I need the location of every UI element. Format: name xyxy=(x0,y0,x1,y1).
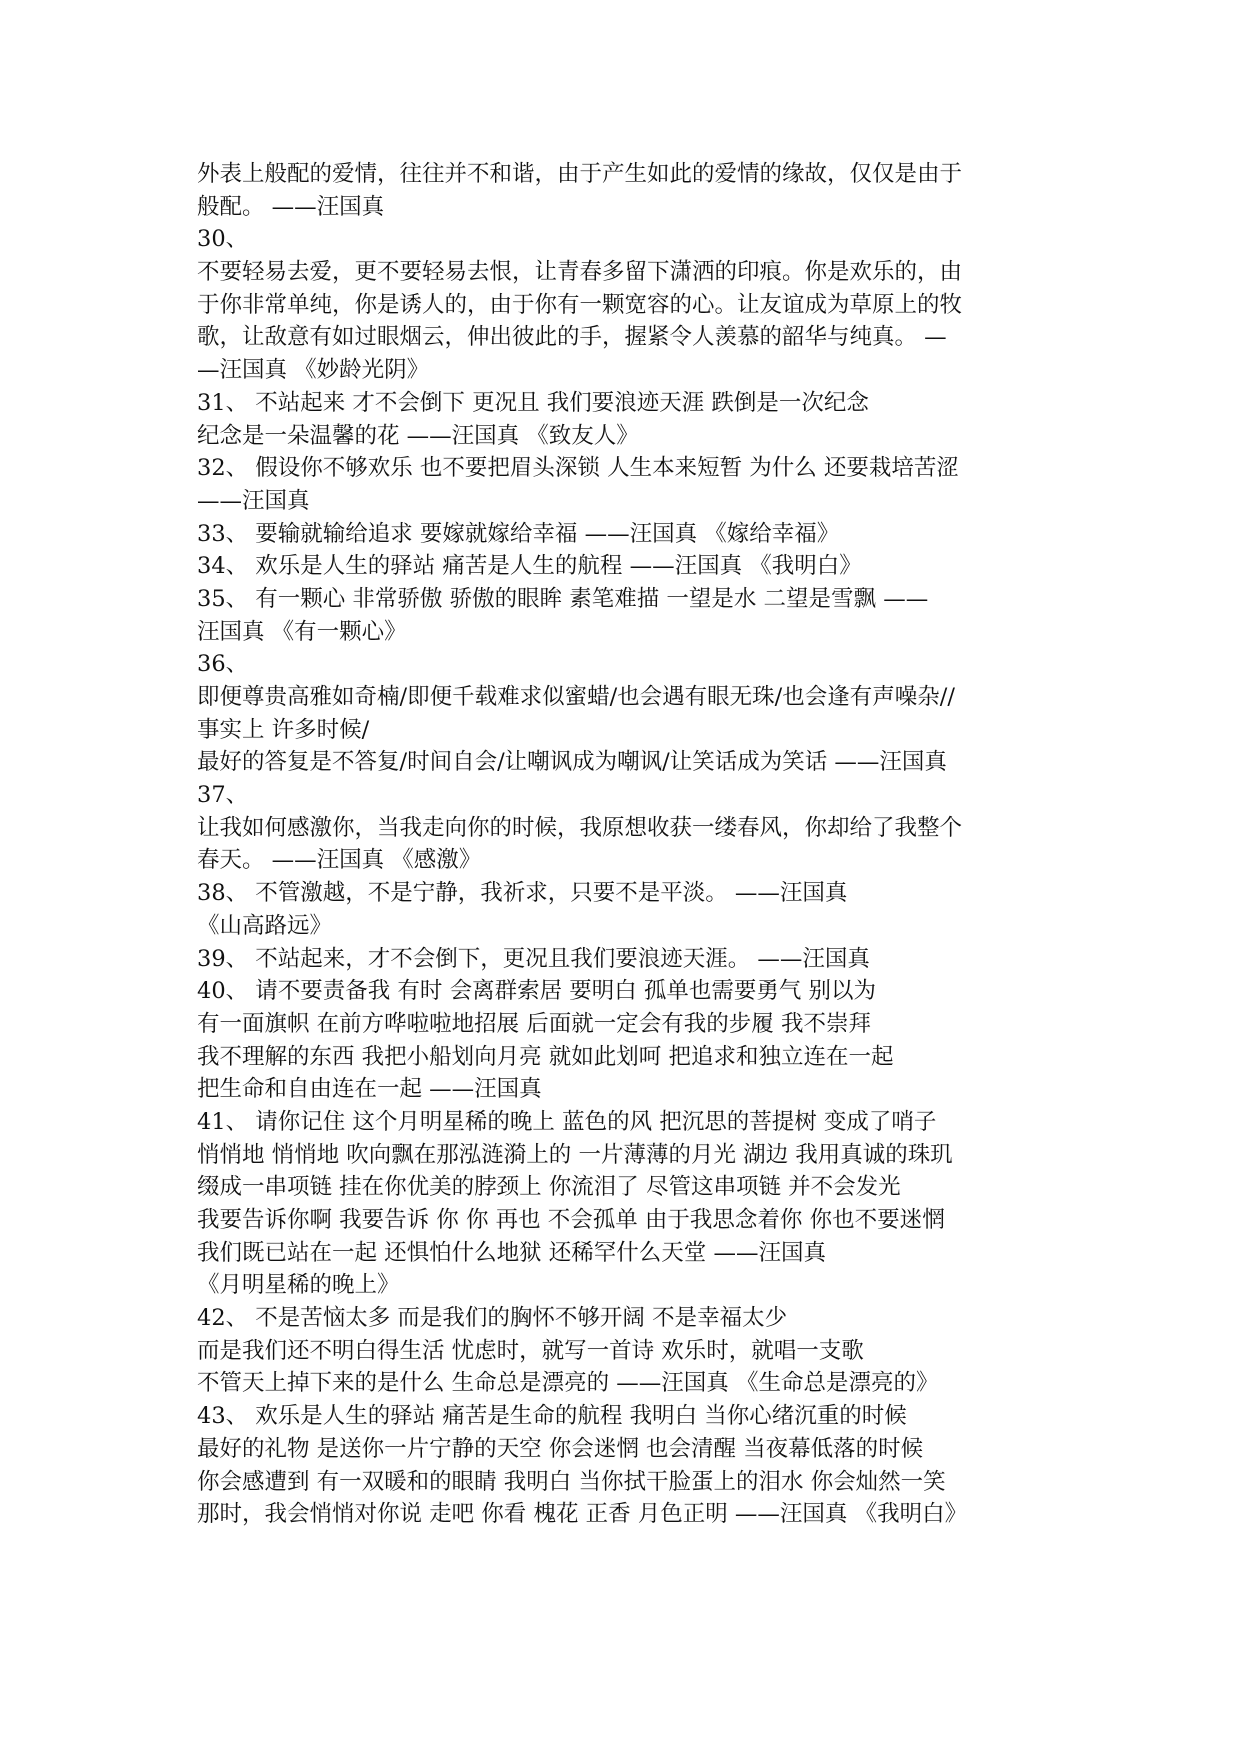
text-line: 事实上 许多时候/ xyxy=(197,716,370,743)
text-line: 纪念是一朵温馨的花 ——汪国真 《致友人》 xyxy=(197,422,639,449)
text-line: ——汪国真 xyxy=(197,487,310,514)
text-line: 最好的礼物 是送你一片宁静的天空 你会迷惘 也会清醒 当夜幕低落的时候 xyxy=(197,1435,924,1462)
document-body xyxy=(197,158,1057,1531)
text-line: 不管天上掉下来的是什么 生命总是漂亮的 ——汪国真 《生命总是漂亮的》 xyxy=(197,1370,939,1397)
text-line: 《山高路远》 xyxy=(197,912,333,939)
text-line: 40、 请不要责备我 有时 会离群索居 要明白 孤单也需要勇气 别以为 xyxy=(197,978,877,1005)
text-line: 38、 不管激越，不是宁静，我祈求，只要不是平淡。 ——汪国真 xyxy=(197,880,848,907)
text-line: 有一面旗帜 在前方哗啦啦地招展 后面就一定会有我的步履 我不崇拜 xyxy=(197,1010,871,1037)
text-line: 最好的答复是不答复/时间自会/让嘲讽成为嘲讽/让笑话成为笑话 ——汪国真 xyxy=(197,749,947,776)
text-line: 歌，让敌意有如过眼烟云，伸出彼此的手，握紧令人羡慕的韶华与纯真。 — xyxy=(197,324,947,351)
text-line: —汪国真 《妙龄光阴》 xyxy=(197,357,430,384)
text-line: 41、 请你记住 这个月明星稀的晚上 蓝色的风 把沉思的菩提树 变成了哨子 xyxy=(197,1108,937,1135)
text-line: 即便尊贵高雅如奇楠/即便千载难求似蜜蜡/也会遇有眼无珠/也会逢有声噪杂// xyxy=(197,684,955,710)
text-line: 缀成一串项链 挂在你优美的脖颈上 你流泪了 尽管这串项链 并不会发光 xyxy=(197,1174,901,1201)
text-line: 32、 假设你不够欢乐 也不要把眉头深锁 人生本来短暂 为什么 还要栽培苦涩 xyxy=(197,455,959,482)
text-line: 你会感遭到 有一双暖和的眼睛 我明白 当你拭干脸蛋上的泪水 你会灿然一笑 xyxy=(197,1468,946,1495)
text-line: 30、 xyxy=(197,226,249,253)
text-line: 43、 欢乐是人生的驿站 痛苦是生命的航程 我明白 当你心绪沉重的时候 xyxy=(197,1403,907,1430)
text-line: 那时，我会悄悄对你说 走吧 你看 槐花 正香 月色正明 ——汪国真 《我明白》 xyxy=(197,1501,968,1528)
text-line: 不要轻易去爱，更不要轻易去恨，让青春多留下潇洒的印痕。你是欢乐的，由 xyxy=(197,259,963,286)
text-line: 悄悄地 悄悄地 吹向飘在那泓涟漪上的 一片薄薄的月光 湖边 我用真诚的珠玑 xyxy=(197,1141,953,1168)
text-line: 35、 有一颗心 非常骄傲 骄傲的眼眸 素笔难描 一望是水 二望是雪飘 —— xyxy=(197,585,929,612)
text-line: 我要告诉你啊 我要告诉 你 你 再也 不会孤单 由于我思念着你 你也不要迷惘 xyxy=(197,1207,945,1233)
text-line: 我不理解的东西 我把小船划向月亮 就如此划呵 把追求和独立连在一起 xyxy=(197,1043,894,1070)
text-line: 37、 xyxy=(197,782,249,809)
text-line: 36、 xyxy=(197,651,249,678)
text-line: 而是我们还不明白得生活 忧虑时，就写一首诗 欢乐时，就唱一支歌 xyxy=(197,1337,864,1364)
text-line: 42、 不是苦恼太多 而是我们的胸怀不够开阔 不是幸福太少 xyxy=(197,1305,788,1332)
text-line: 《月明星稀的晚上》 xyxy=(197,1272,400,1299)
text-line: 33、 要输就输给追求 要嫁就嫁给幸福 ——汪国真 《嫁给幸福》 xyxy=(197,520,840,547)
text-line: 汪国真 《有一颗心》 xyxy=(197,618,407,645)
text-line: 于你非常单纯，你是诱人的，由于你有一颗宽容的心。让友谊成为草原上的牧 xyxy=(197,291,963,318)
text-line: 外表上般配的爱情，往往并不和谐，由于产生如此的爱情的缘故，仅仅是由于 xyxy=(197,161,963,187)
text-line: 让我如何感激你，当我走向你的时候，我原想收获一缕春风，你却给了我整个 xyxy=(197,814,963,841)
text-line: 春天。 ——汪国真 《感激》 xyxy=(197,847,482,874)
text-line: 把生命和自由连在一起 ——汪国真 xyxy=(197,1076,542,1103)
text-line: 我们既已站在一起 还惧怕什么地狱 还稀罕什么天堂 ——汪国真 xyxy=(197,1239,826,1266)
text-line: 31、 不站起来 才不会倒下 更况且 我们要浪迹天涯 跌倒是一次纪念 xyxy=(197,389,869,416)
text-line: 39、 不站起来，才不会倒下，更况且我们要浪迹天涯。 ——汪国真 xyxy=(197,945,870,972)
text-line: 般配。 ——汪国真 xyxy=(197,193,385,220)
text-line: 34、 欢乐是人生的驿站 痛苦是人生的航程 ——汪国真 《我明白》 xyxy=(197,553,862,580)
